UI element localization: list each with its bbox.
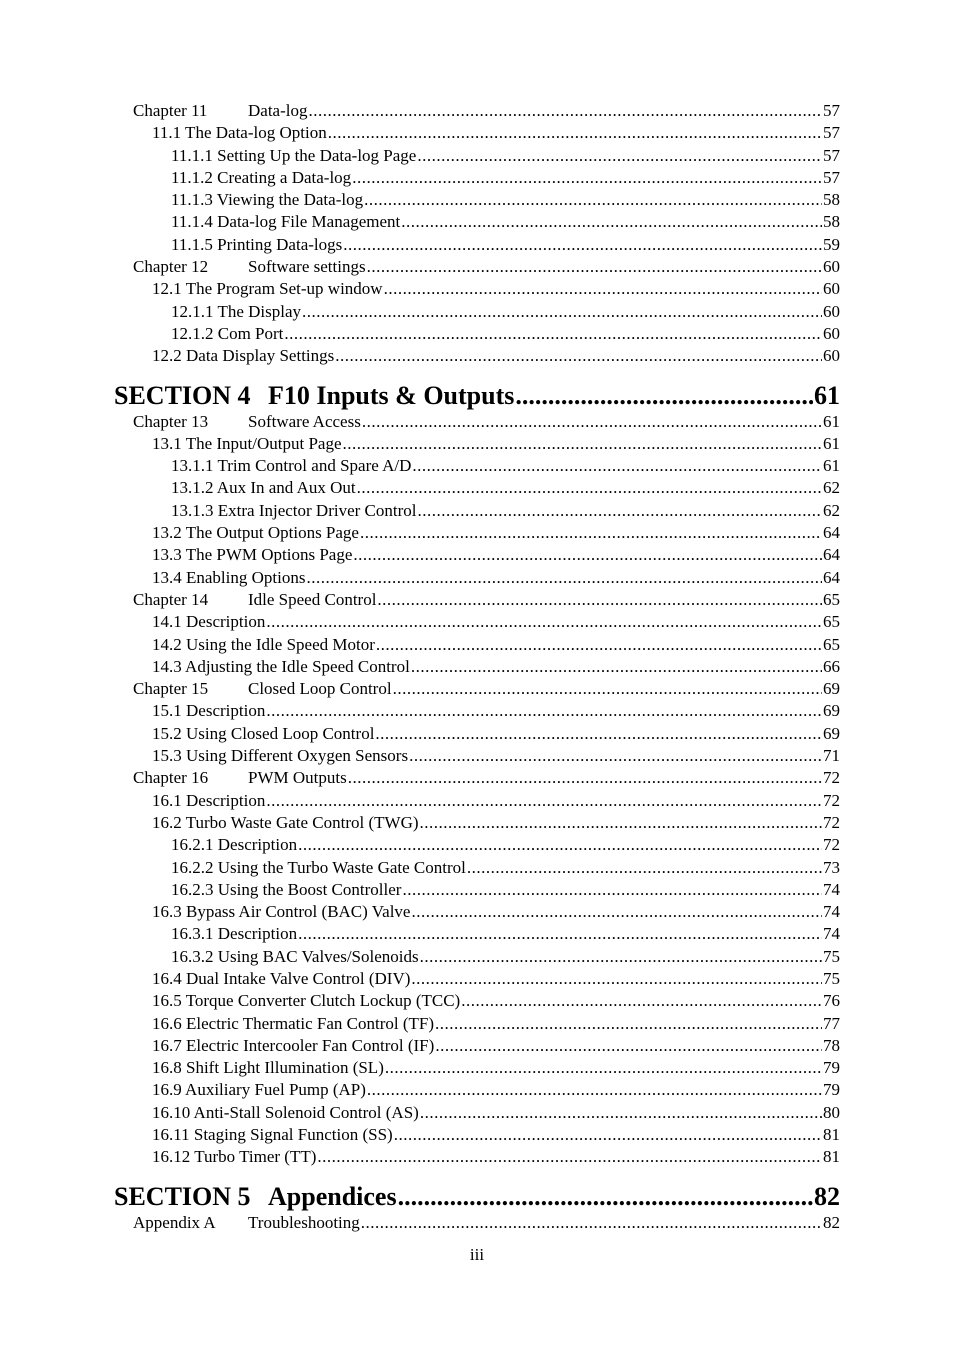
dot-leader: [418, 500, 823, 522]
toc-entry[interactable]: [114, 1102, 840, 1124]
toc-page-number: 65: [823, 589, 840, 609]
dot-leader: [284, 323, 822, 345]
toc-number: Appendix A: [133, 1212, 216, 1232]
toc-page-number: 74: [823, 924, 840, 944]
dot-leader: [335, 345, 822, 367]
toc-entry[interactable]: [114, 611, 840, 633]
toc-page-number: 76: [823, 991, 840, 1011]
dot-leader: [376, 634, 822, 656]
toc-page-number: 62: [823, 500, 840, 520]
dot-leader: [384, 278, 822, 300]
toc-page-number: 60: [823, 323, 840, 343]
dot-leader: [385, 1057, 822, 1079]
toc-title: 12.1.2 Com Port: [171, 323, 284, 343]
toc-page-number: 79: [823, 1058, 840, 1078]
toc-page-number: 82: [823, 1212, 840, 1232]
dot-leader: [398, 1182, 813, 1212]
toc-page-number: 73: [823, 857, 840, 877]
toc-entry[interactable]: [114, 812, 840, 834]
toc-title: Appendices: [268, 1181, 397, 1211]
toc-number: Chapter 12: [133, 257, 209, 277]
toc-title: PWM Outputs: [248, 768, 347, 788]
toc-entry[interactable]: [114, 301, 840, 323]
toc-number: SECTION 4: [114, 380, 251, 410]
toc-entry[interactable]: [114, 1146, 840, 1168]
toc-title: 14.3 Adjusting the Idle Speed Control: [152, 656, 410, 676]
toc-entry[interactable]: [114, 923, 840, 945]
toc-page-number: 78: [823, 1035, 840, 1055]
dot-leader: [402, 879, 822, 901]
dot-leader: [411, 656, 822, 678]
toc-title: Closed Loop Control: [248, 679, 392, 699]
toc-page-number: 69: [823, 701, 840, 721]
toc-title: Troubleshooting: [248, 1212, 360, 1232]
toc-title: 13.1.1 Trim Control and Spare A/D: [171, 456, 412, 476]
toc-page-number: 82: [814, 1181, 840, 1211]
toc-page-number: 60: [823, 301, 840, 321]
toc-title: 16.7 Electric Intercooler Fan Control (IF): [152, 1035, 435, 1055]
dot-leader: [420, 812, 822, 834]
dot-leader: [306, 567, 822, 589]
dot-leader: [298, 834, 822, 856]
dot-leader: [343, 234, 822, 256]
dot-leader: [266, 611, 822, 633]
toc-title: 12.1.1 The Display: [171, 301, 302, 321]
toc-page-number: 58: [823, 190, 840, 210]
toc-title: 12.1 The Program Set-up window: [152, 279, 383, 299]
table-of-contents: [114, 100, 840, 1234]
toc-page-number: 77: [823, 1013, 840, 1033]
toc-page-number: 60: [823, 257, 840, 277]
dot-leader: [467, 857, 822, 879]
toc-title: 11.1.4 Data-log File Management: [171, 212, 401, 232]
toc-entry[interactable]: [114, 189, 840, 211]
toc-page-number: 75: [823, 946, 840, 966]
toc-title: 13.3 The PWM Options Page: [152, 545, 353, 565]
toc-title: 16.2 Turbo Waste Gate Control (TWG): [152, 812, 419, 832]
toc-entry[interactable]: [114, 1057, 840, 1079]
toc-entry[interactable]: [114, 968, 840, 990]
toc-page-number: 57: [823, 167, 840, 187]
toc-entry[interactable]: [114, 455, 840, 477]
toc-entry[interactable]: [114, 544, 840, 566]
toc-page-number: 66: [823, 656, 840, 676]
toc-entry[interactable]: [114, 1013, 840, 1035]
dot-leader: [417, 145, 822, 167]
toc-page-number: 72: [823, 835, 840, 855]
toc-title: Data-log: [248, 101, 308, 120]
dot-leader: [412, 455, 822, 477]
toc-entry[interactable]: [114, 790, 840, 812]
toc-title: 11.1.5 Printing Data-logs: [171, 234, 343, 254]
toc-entry[interactable]: [114, 477, 840, 499]
toc-entry[interactable]: [114, 211, 840, 233]
dot-leader: [367, 1079, 822, 1101]
toc-title: Idle Speed Control: [248, 589, 377, 609]
toc-page-number: 81: [823, 1147, 840, 1167]
toc-page-number: 61: [823, 411, 840, 431]
toc-chapter[interactable]: [114, 1212, 840, 1234]
toc-entry[interactable]: [114, 656, 840, 678]
toc-entry[interactable]: [114, 567, 840, 589]
toc-entry[interactable]: [114, 500, 840, 522]
toc-title: 16.2.1 Description: [171, 835, 298, 855]
toc-title: 12.2 Data Display Settings: [152, 346, 335, 366]
toc-page-number: 65: [823, 612, 840, 632]
dot-leader: [357, 477, 822, 499]
toc-entry[interactable]: [114, 634, 840, 656]
toc-entry[interactable]: [114, 167, 840, 189]
toc-entry[interactable]: [114, 234, 840, 256]
toc-number: Chapter 16: [133, 768, 209, 788]
toc-page-number: 60: [823, 279, 840, 299]
dot-leader: [411, 968, 822, 990]
toc-page-number: 74: [823, 879, 840, 899]
toc-page-number: 71: [823, 746, 840, 766]
toc-title: 13.1 The Input/Output Page: [152, 433, 342, 453]
toc-number: Chapter 14: [133, 589, 209, 609]
toc-section[interactable]: [114, 381, 840, 411]
toc-chapter[interactable]: [114, 411, 840, 433]
toc-title: 16.3.1 Description: [171, 924, 298, 944]
toc-number: Chapter 13: [133, 411, 209, 431]
toc-number: SECTION 5: [114, 1181, 251, 1211]
dot-leader: [308, 100, 822, 122]
toc-entry[interactable]: [114, 1035, 840, 1057]
toc-title: 15.1 Description: [152, 701, 266, 721]
dot-leader: [328, 122, 822, 144]
toc-entry[interactable]: [114, 323, 840, 345]
toc-title: 16.5 Torque Converter Clutch Lockup (TCC): [152, 991, 461, 1011]
toc-entry[interactable]: [114, 879, 840, 901]
dot-leader: [377, 589, 822, 611]
toc-entry[interactable]: [114, 946, 840, 968]
toc-page-number: 59: [823, 234, 840, 254]
dot-leader: [353, 544, 822, 566]
dot-leader: [298, 923, 822, 945]
toc-chapter[interactable]: [114, 678, 840, 700]
toc-title: 16.4 Dual Intake Valve Control (DIV): [152, 968, 411, 988]
toc-title: 15.3 Using Different Oxygen Sensors: [152, 746, 409, 766]
dot-leader: [375, 723, 822, 745]
dot-leader: [266, 700, 822, 722]
toc-page-number: 65: [823, 634, 840, 654]
toc-title: 11.1.1 Setting Up the Data-log Page: [171, 145, 417, 165]
toc-page-number: 61: [814, 380, 840, 410]
toc-chapter[interactable]: [114, 256, 840, 278]
toc-page-number: 61: [823, 456, 840, 476]
dot-leader: [364, 189, 822, 211]
toc-title: 16.6 Electric Thermatic Fan Control (TF): [152, 1013, 435, 1033]
toc-page-number: 60: [823, 346, 840, 366]
dot-leader: [461, 990, 822, 1012]
toc-entry[interactable]: [114, 723, 840, 745]
dot-leader: [317, 1146, 822, 1168]
dot-leader: [362, 411, 822, 433]
toc-page-number: 72: [823, 768, 840, 788]
toc-entry[interactable]: [114, 145, 840, 167]
toc-title: Software Access: [248, 411, 361, 431]
toc-chapter[interactable]: [114, 100, 840, 122]
toc-number: Chapter 15: [133, 679, 209, 699]
toc-title: 16.1 Description: [152, 790, 266, 810]
toc-title: 16.3 Bypass Air Control (BAC) Valve: [152, 902, 411, 922]
toc-page-number: 64: [823, 567, 840, 587]
dot-leader: [302, 301, 822, 323]
dot-leader: [393, 678, 822, 700]
toc-title: 11.1.2 Creating a Data-log: [171, 167, 352, 187]
toc-page-number: 79: [823, 1080, 840, 1100]
toc-entry[interactable]: [114, 522, 840, 544]
toc-entry[interactable]: [114, 901, 840, 923]
dot-leader: [515, 381, 813, 411]
dot-leader: [420, 1102, 822, 1124]
toc-page-number: 62: [823, 478, 840, 498]
toc-page-number: 80: [823, 1102, 840, 1122]
toc-title: 11.1.3 Viewing the Data-log: [171, 190, 364, 210]
toc-title: 11.1 The Data-log Option: [152, 123, 327, 143]
toc-page-number: 57: [823, 101, 840, 120]
dot-leader: [394, 1124, 822, 1146]
dot-leader: [360, 522, 822, 544]
toc-title: 14.1 Description: [152, 612, 266, 632]
toc-page-number: 57: [823, 123, 840, 143]
toc-title: 14.2 Using the Idle Speed Motor: [152, 634, 375, 654]
dot-leader: [361, 1212, 822, 1234]
toc-title: 16.12 Turbo Timer (TT): [152, 1147, 317, 1167]
toc-chapter[interactable]: [114, 767, 840, 789]
toc-title: Software settings: [248, 257, 366, 277]
toc-title: 15.2 Using Closed Loop Control: [152, 723, 375, 743]
dot-leader: [435, 1013, 822, 1035]
toc-title: 16.2.3 Using the Boost Controller: [171, 879, 402, 899]
dot-leader: [435, 1035, 822, 1057]
toc-page-number: 57: [823, 145, 840, 165]
toc-page-number: 69: [823, 723, 840, 743]
toc-title: 16.2.2 Using the Turbo Waste Gate Control: [171, 857, 466, 877]
toc-number: Chapter 11: [133, 101, 208, 120]
toc-title: 16.9 Auxiliary Fuel Pump (AP): [152, 1080, 366, 1100]
toc-title: 16.3.2 Using BAC Valves/Solenoids: [171, 946, 419, 966]
toc-section[interactable]: [114, 1182, 840, 1212]
toc-entry[interactable]: [114, 834, 840, 856]
toc-page-number: 64: [823, 545, 840, 565]
toc-title: F10 Inputs & Outputs: [268, 380, 515, 410]
toc-entry[interactable]: [114, 122, 840, 144]
toc-entry[interactable]: [114, 857, 840, 879]
toc-entry[interactable]: [114, 278, 840, 300]
dot-leader: [343, 433, 823, 455]
toc-title: 16.10 Anti-Stall Solenoid Control (AS): [152, 1102, 419, 1122]
toc-page-number: 64: [823, 523, 840, 543]
dot-leader: [401, 211, 822, 233]
toc-page-number: 81: [823, 1125, 840, 1145]
toc-page-number: 61: [823, 433, 840, 453]
dot-leader: [411, 901, 822, 923]
toc-entry[interactable]: [114, 1079, 840, 1101]
toc-entry[interactable]: [114, 990, 840, 1012]
toc-entry[interactable]: [114, 433, 840, 455]
page-number: iii: [469, 1245, 485, 1264]
toc-page-number: 75: [823, 968, 840, 988]
toc-title: 16.11 Staging Signal Function (SS): [152, 1125, 393, 1145]
toc-title: 13.1.3 Extra Injector Driver Control: [171, 500, 417, 520]
dot-leader: [409, 745, 822, 767]
toc-page-number: 58: [823, 212, 840, 232]
toc-title: 13.2 The Output Options Page: [152, 523, 359, 543]
toc-title: 13.4 Enabling Options: [152, 567, 306, 587]
toc-page-number: 74: [823, 902, 840, 922]
toc-title: 16.8 Shift Light Illumination (SL): [152, 1058, 384, 1078]
dot-leader: [352, 167, 822, 189]
toc-entry[interactable]: [114, 700, 840, 722]
toc-chapter[interactable]: [114, 589, 840, 611]
toc-entry[interactable]: [114, 345, 840, 367]
toc-entry[interactable]: [114, 1124, 840, 1146]
dot-leader: [348, 767, 822, 789]
toc-entry[interactable]: [114, 745, 840, 767]
toc-page-number: 72: [823, 790, 840, 810]
dot-leader: [420, 946, 822, 968]
dot-leader: [367, 256, 822, 278]
toc-page-number: 72: [823, 812, 840, 832]
toc-title: 13.1.2 Aux In and Aux Out: [171, 478, 356, 498]
dot-leader: [266, 790, 822, 812]
toc-page-number: 69: [823, 679, 840, 699]
